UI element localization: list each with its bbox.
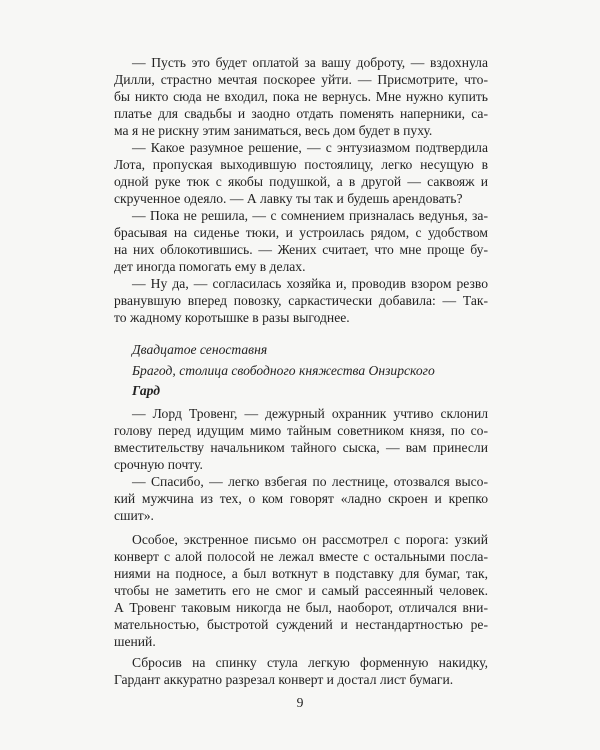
paragraph [114, 473, 488, 524]
text-line: ниями на подносе, а был воткнут в подставку для бумаг, так, [114, 565, 488, 581]
text-line: чтобы не заметить его не смог и самый рассеянный человек. [114, 582, 488, 598]
text-block [114, 54, 488, 688]
text-line: — Какое разумное решение, — с энтузиазмом подтвердила [132, 140, 488, 155]
text-line: одной руке тюк с якобы подушкой, а в другой — саквояж и [114, 174, 488, 189]
text-line: платье для свадьбы и заодно отдать поменять наперники, са- [114, 106, 488, 121]
text-line: брасывая на сиденье тюки, и устроилась рядом, с удобством [114, 225, 488, 240]
text-line: — Лорд Тровенг, — дежурный охранник учтиво склонил [132, 405, 488, 421]
text-line: сшит». [114, 507, 154, 523]
chapter-pov: Гард [132, 383, 161, 398]
text-line: Лота, пропуская выходившую постоялицу, легко несущую в [114, 157, 488, 172]
paragraph [114, 54, 488, 139]
text-line: — Пусть это будет оплатой за вашу доброту, — вздохнула [132, 55, 488, 70]
text-line: ма я не рискну этим заниматься, весь дом будет в пуху. [114, 123, 433, 138]
text-line: мательностью, быстротой суждений и нестандартностью ре- [114, 616, 488, 632]
text-line: Гардант аккуратно разрезал конверт и достал лист бумаги. [114, 671, 454, 687]
chapter-date: Двадцатое сеноставня [132, 342, 268, 357]
text-line: на них облокотившись. — Жених считает, что мне проще бу- [114, 242, 488, 257]
text-line: вместительству начальником тайного сыска, — вам принесли [114, 439, 488, 455]
text-line: то жадному коротышке в разы выгоднее. [114, 310, 350, 325]
text-line: Сбросив на спинку стула легкую форменную накидку, [132, 654, 488, 670]
text-line: срочную почту. [114, 456, 203, 472]
paragraph [114, 531, 488, 650]
chapter-location: Брагод, столица свободного княжества Онзирского [132, 362, 435, 378]
paragraph [114, 654, 488, 688]
text-line: шений. [114, 633, 156, 649]
text-line: конверт с алой полосой не лежал вместе с остальными посла- [114, 548, 488, 564]
page-number: 9 [296, 695, 304, 710]
text-line: — Ну да, — согласилась хозяйка и, проводив взором резво [132, 276, 488, 291]
text-line: кий мужчина из тех, о ком говорят «ладно скроен и крепко [114, 490, 488, 506]
paragraph [114, 207, 488, 275]
paragraph [114, 139, 488, 207]
section-heading [114, 340, 488, 402]
text-line: — Спасибо, — легко взбегая по лестнице, отозвался высо- [132, 473, 488, 489]
text-line: бы никто сюда не входил, пока не вернусь. Мне нужно купить [114, 89, 488, 104]
text-line: Особое, экстренное письмо он рассмотрел с порога: узкий [132, 531, 488, 547]
text-line: скрученное одеяло. — А лавку ты так и будешь арендовать? [114, 191, 463, 206]
text-line: голову перед идущим мимо тайным советником князя, по со- [114, 422, 488, 438]
text-line: — Пока не решила, — с сомнением призналась ведунья, за- [132, 208, 488, 223]
text-line: рванувшую вперед повозку, саркастически добавила: — Так- [114, 293, 488, 308]
paragraph [114, 275, 488, 326]
text-line: А Тровенг таковым никогда не был, наоборот, отличался вни- [114, 599, 488, 615]
paragraph [114, 405, 488, 473]
text-line: дет иногда помогать ему в делах. [114, 259, 306, 274]
text-line: Дилли, страстно мечтая поскорее уйти. — Присмотрите, что- [114, 72, 488, 87]
